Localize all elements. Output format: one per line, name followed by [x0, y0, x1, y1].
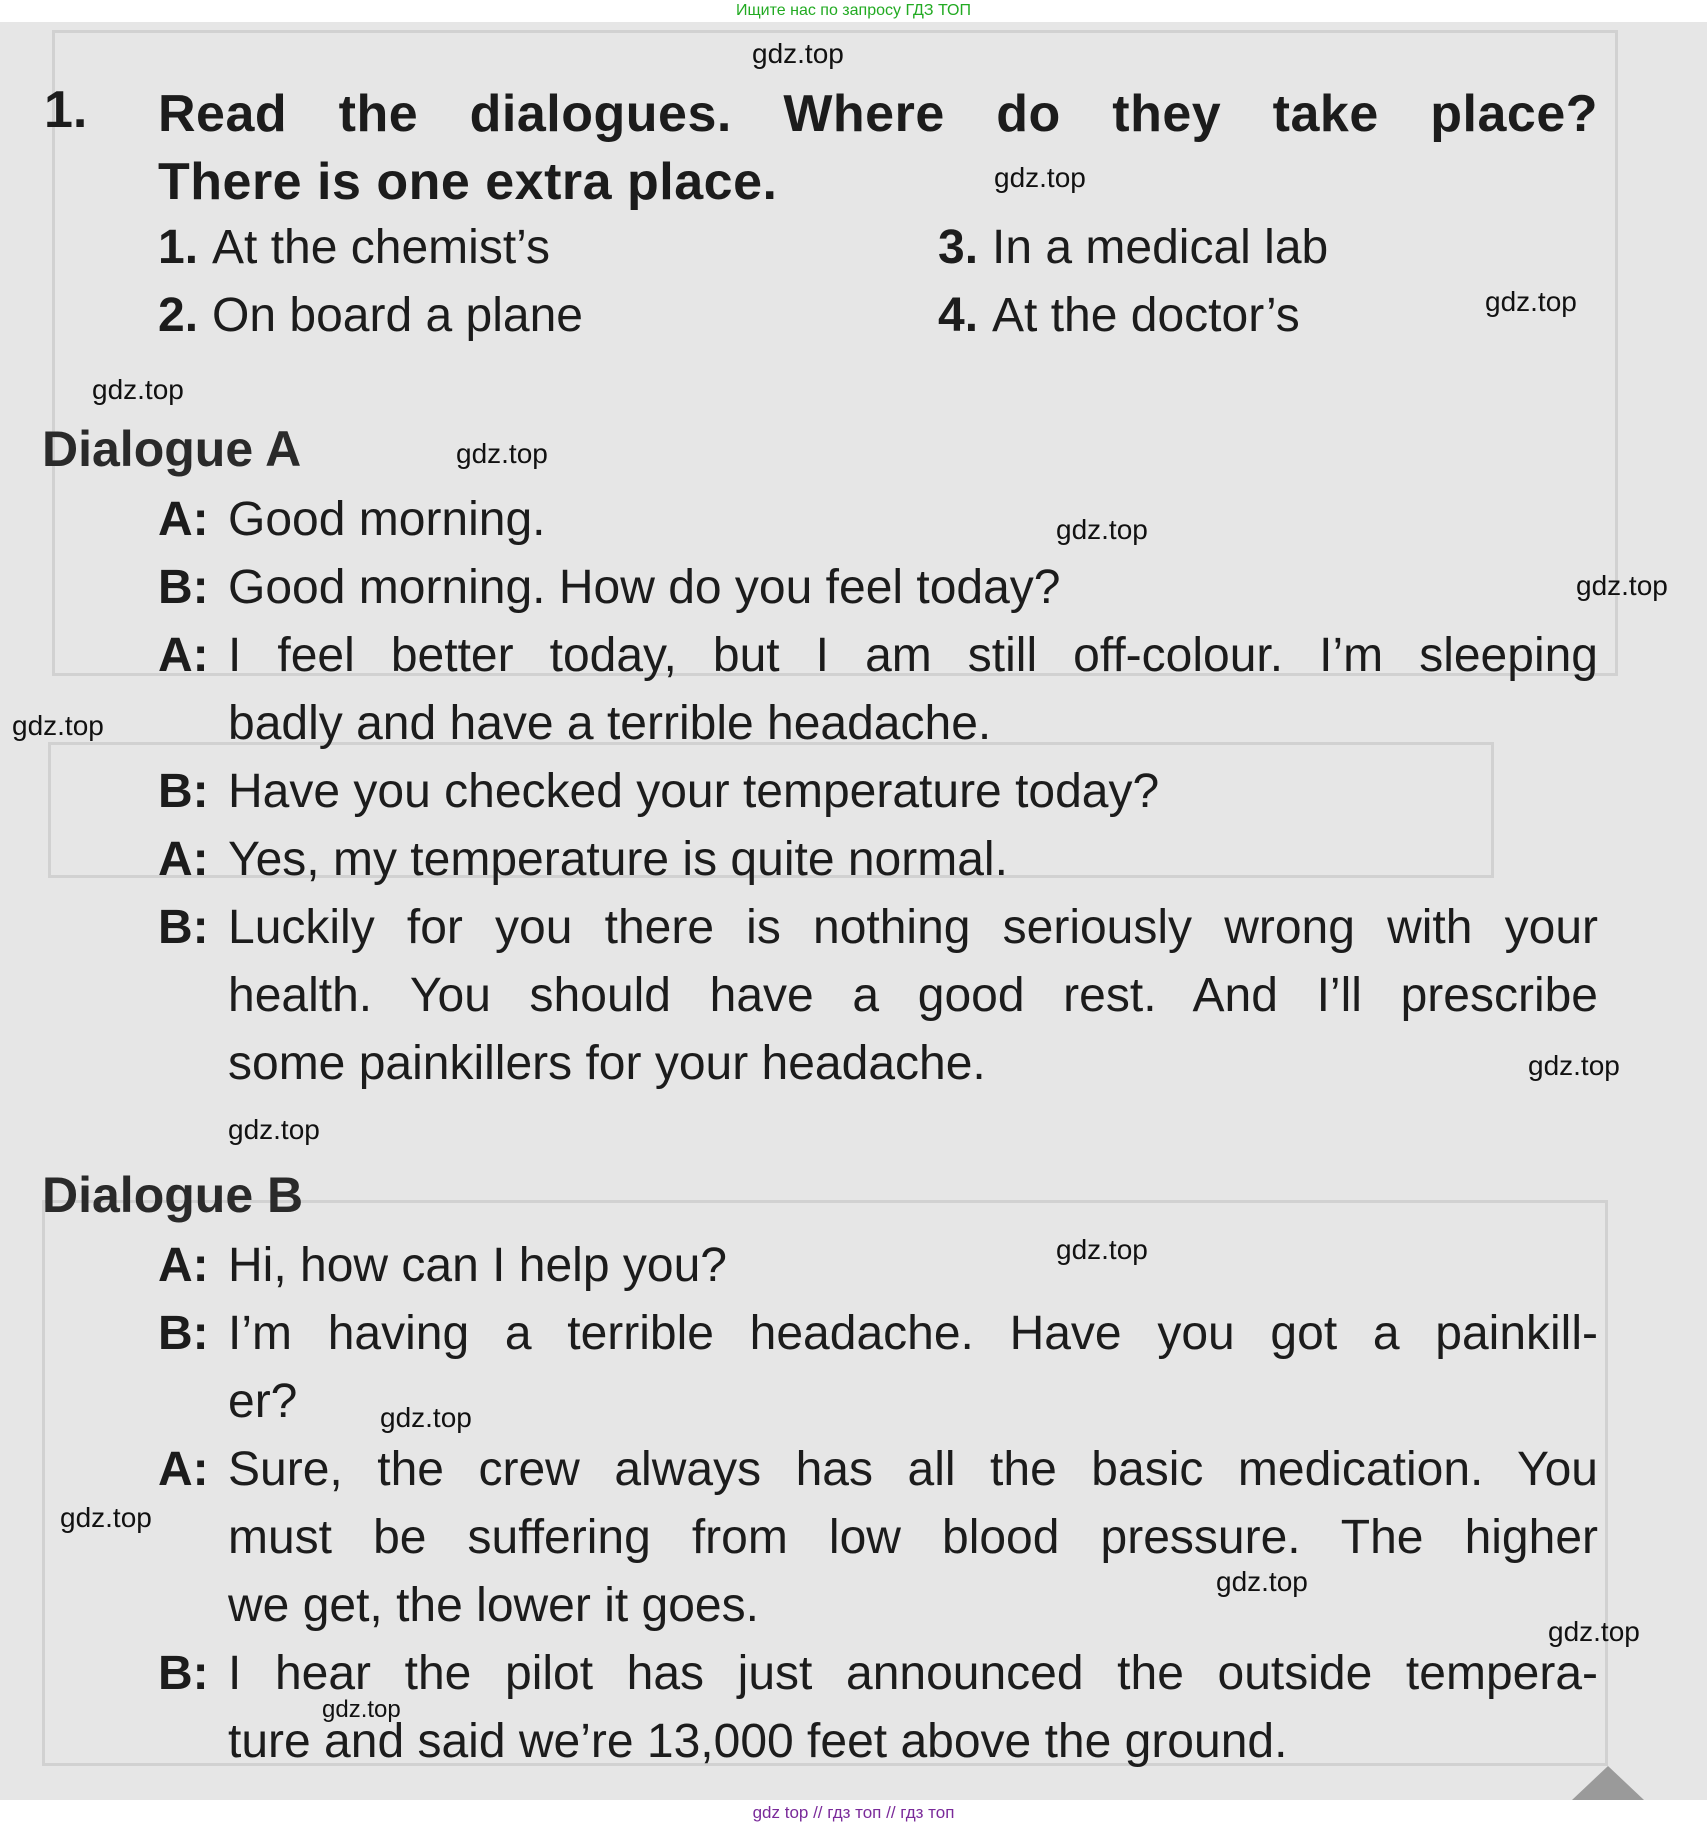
watermark: gdz.top [12, 710, 104, 741]
watermark: gdz.top [322, 1696, 401, 1723]
dialogue-line [158, 758, 1598, 826]
footer-links[interactable]: gdz top // гдз топ // гдз топ [0, 1800, 1707, 1826]
line-text: Luckily for you there is nothing seriously wrong with your [228, 901, 1598, 954]
task-title-line-2: There is one extra place. [158, 153, 778, 211]
option-4 [938, 288, 1300, 343]
speaker-label: B: [158, 561, 209, 614]
line-continuation: badly and have a terrible headache. [228, 697, 992, 750]
dialogue-line [158, 1436, 1598, 1504]
dialogue-line [158, 826, 1598, 894]
line-text: Good morning. [228, 493, 546, 546]
top-banner[interactable]: Ищите нас по запросу ГДЗ ТОП [0, 0, 1707, 22]
watermark: gdz.top [228, 1114, 320, 1145]
speaker-label: B: [158, 1647, 209, 1700]
watermark: gdz.top [60, 1502, 152, 1533]
speaker-label: A: [158, 833, 209, 886]
option-text: In a medical lab [992, 221, 1329, 274]
task-title [158, 80, 1598, 216]
dialogue-line [158, 1640, 1598, 1708]
dialogue-line [158, 554, 1598, 622]
speaker-label: B: [158, 765, 209, 818]
line-continuation: must be suffering from low blood pressure. The higher [228, 1511, 1598, 1564]
dialogue-line [158, 894, 1598, 962]
line-text: Yes, my temperature is quite normal. [228, 833, 1008, 886]
speaker-label: B: [158, 901, 209, 954]
option-text: At the doctor’s [992, 289, 1300, 342]
line-text: I hear the pilot has just announced the outside tempera- [228, 1647, 1598, 1700]
watermark: gdz.top [92, 374, 184, 405]
dialogue-line [158, 486, 1598, 554]
watermark: gdz.top [752, 38, 844, 69]
speaker-label: A: [158, 629, 209, 682]
dialogue-line [158, 1300, 1598, 1368]
line-text: Sure, the crew always has all the basic medication. You [228, 1443, 1598, 1496]
option-text: On board a plane [212, 289, 583, 342]
speaker-label: A: [158, 1443, 209, 1496]
watermark: gdz.top [1528, 1050, 1620, 1081]
watermark: gdz.top [1056, 514, 1148, 545]
line-continuation: health. You should have a good rest. And I’ll prescribe [228, 969, 1598, 1022]
line-text: Have you checked your temperature today? [228, 765, 1160, 818]
option-number: 1. [158, 221, 199, 274]
option-3 [938, 220, 1328, 275]
watermark: gdz.top [994, 162, 1086, 193]
watermark: gdz.top [1485, 286, 1577, 317]
dialogue-a-heading: Dialogue A [42, 421, 302, 477]
line-text: Good morning. How do you feel today? [228, 561, 1061, 614]
speaker-label: B: [158, 1307, 209, 1360]
watermark: gdz.top [1056, 1234, 1148, 1265]
line-text: I’m having a terrible headache. Have you got a painkill- [228, 1307, 1598, 1360]
dialogue-b-heading: Dialogue B [42, 1167, 304, 1223]
option-text: At the chemist’s [212, 221, 550, 274]
speaker-label: A: [158, 493, 209, 546]
line-text: Hi, how can I help you? [228, 1239, 727, 1292]
watermark: gdz.top [380, 1402, 472, 1433]
watermark: gdz.top [456, 438, 548, 469]
task-number: 1. [44, 81, 88, 139]
option-2 [158, 288, 583, 343]
task-title-line-1: Read the dialogues. Where do they take place? [158, 85, 1598, 143]
option-1 [158, 220, 550, 275]
line-continuation: we get, the lower it goes. [228, 1579, 759, 1632]
watermark: gdz.top [1576, 570, 1668, 601]
line-continuation: ture and said we’re 13,000 feet above the ground. [228, 1715, 1288, 1768]
option-number: 3. [938, 221, 979, 274]
watermark: gdz.top [1216, 1566, 1308, 1597]
option-number: 4. [938, 289, 979, 342]
page-corner-triangle-icon [1572, 1766, 1644, 1800]
option-number: 2. [158, 289, 199, 342]
watermark: gdz.top [1548, 1616, 1640, 1647]
line-continuation: some painkillers for your headache. [228, 1037, 986, 1090]
line-text: I feel better today, but I am still off-colour. I’m sleeping [228, 629, 1598, 682]
line-continuation: er? [228, 1375, 298, 1428]
speaker-label: A: [158, 1239, 209, 1292]
dialogue-line [158, 622, 1598, 690]
dialogue-line [158, 1232, 1598, 1300]
